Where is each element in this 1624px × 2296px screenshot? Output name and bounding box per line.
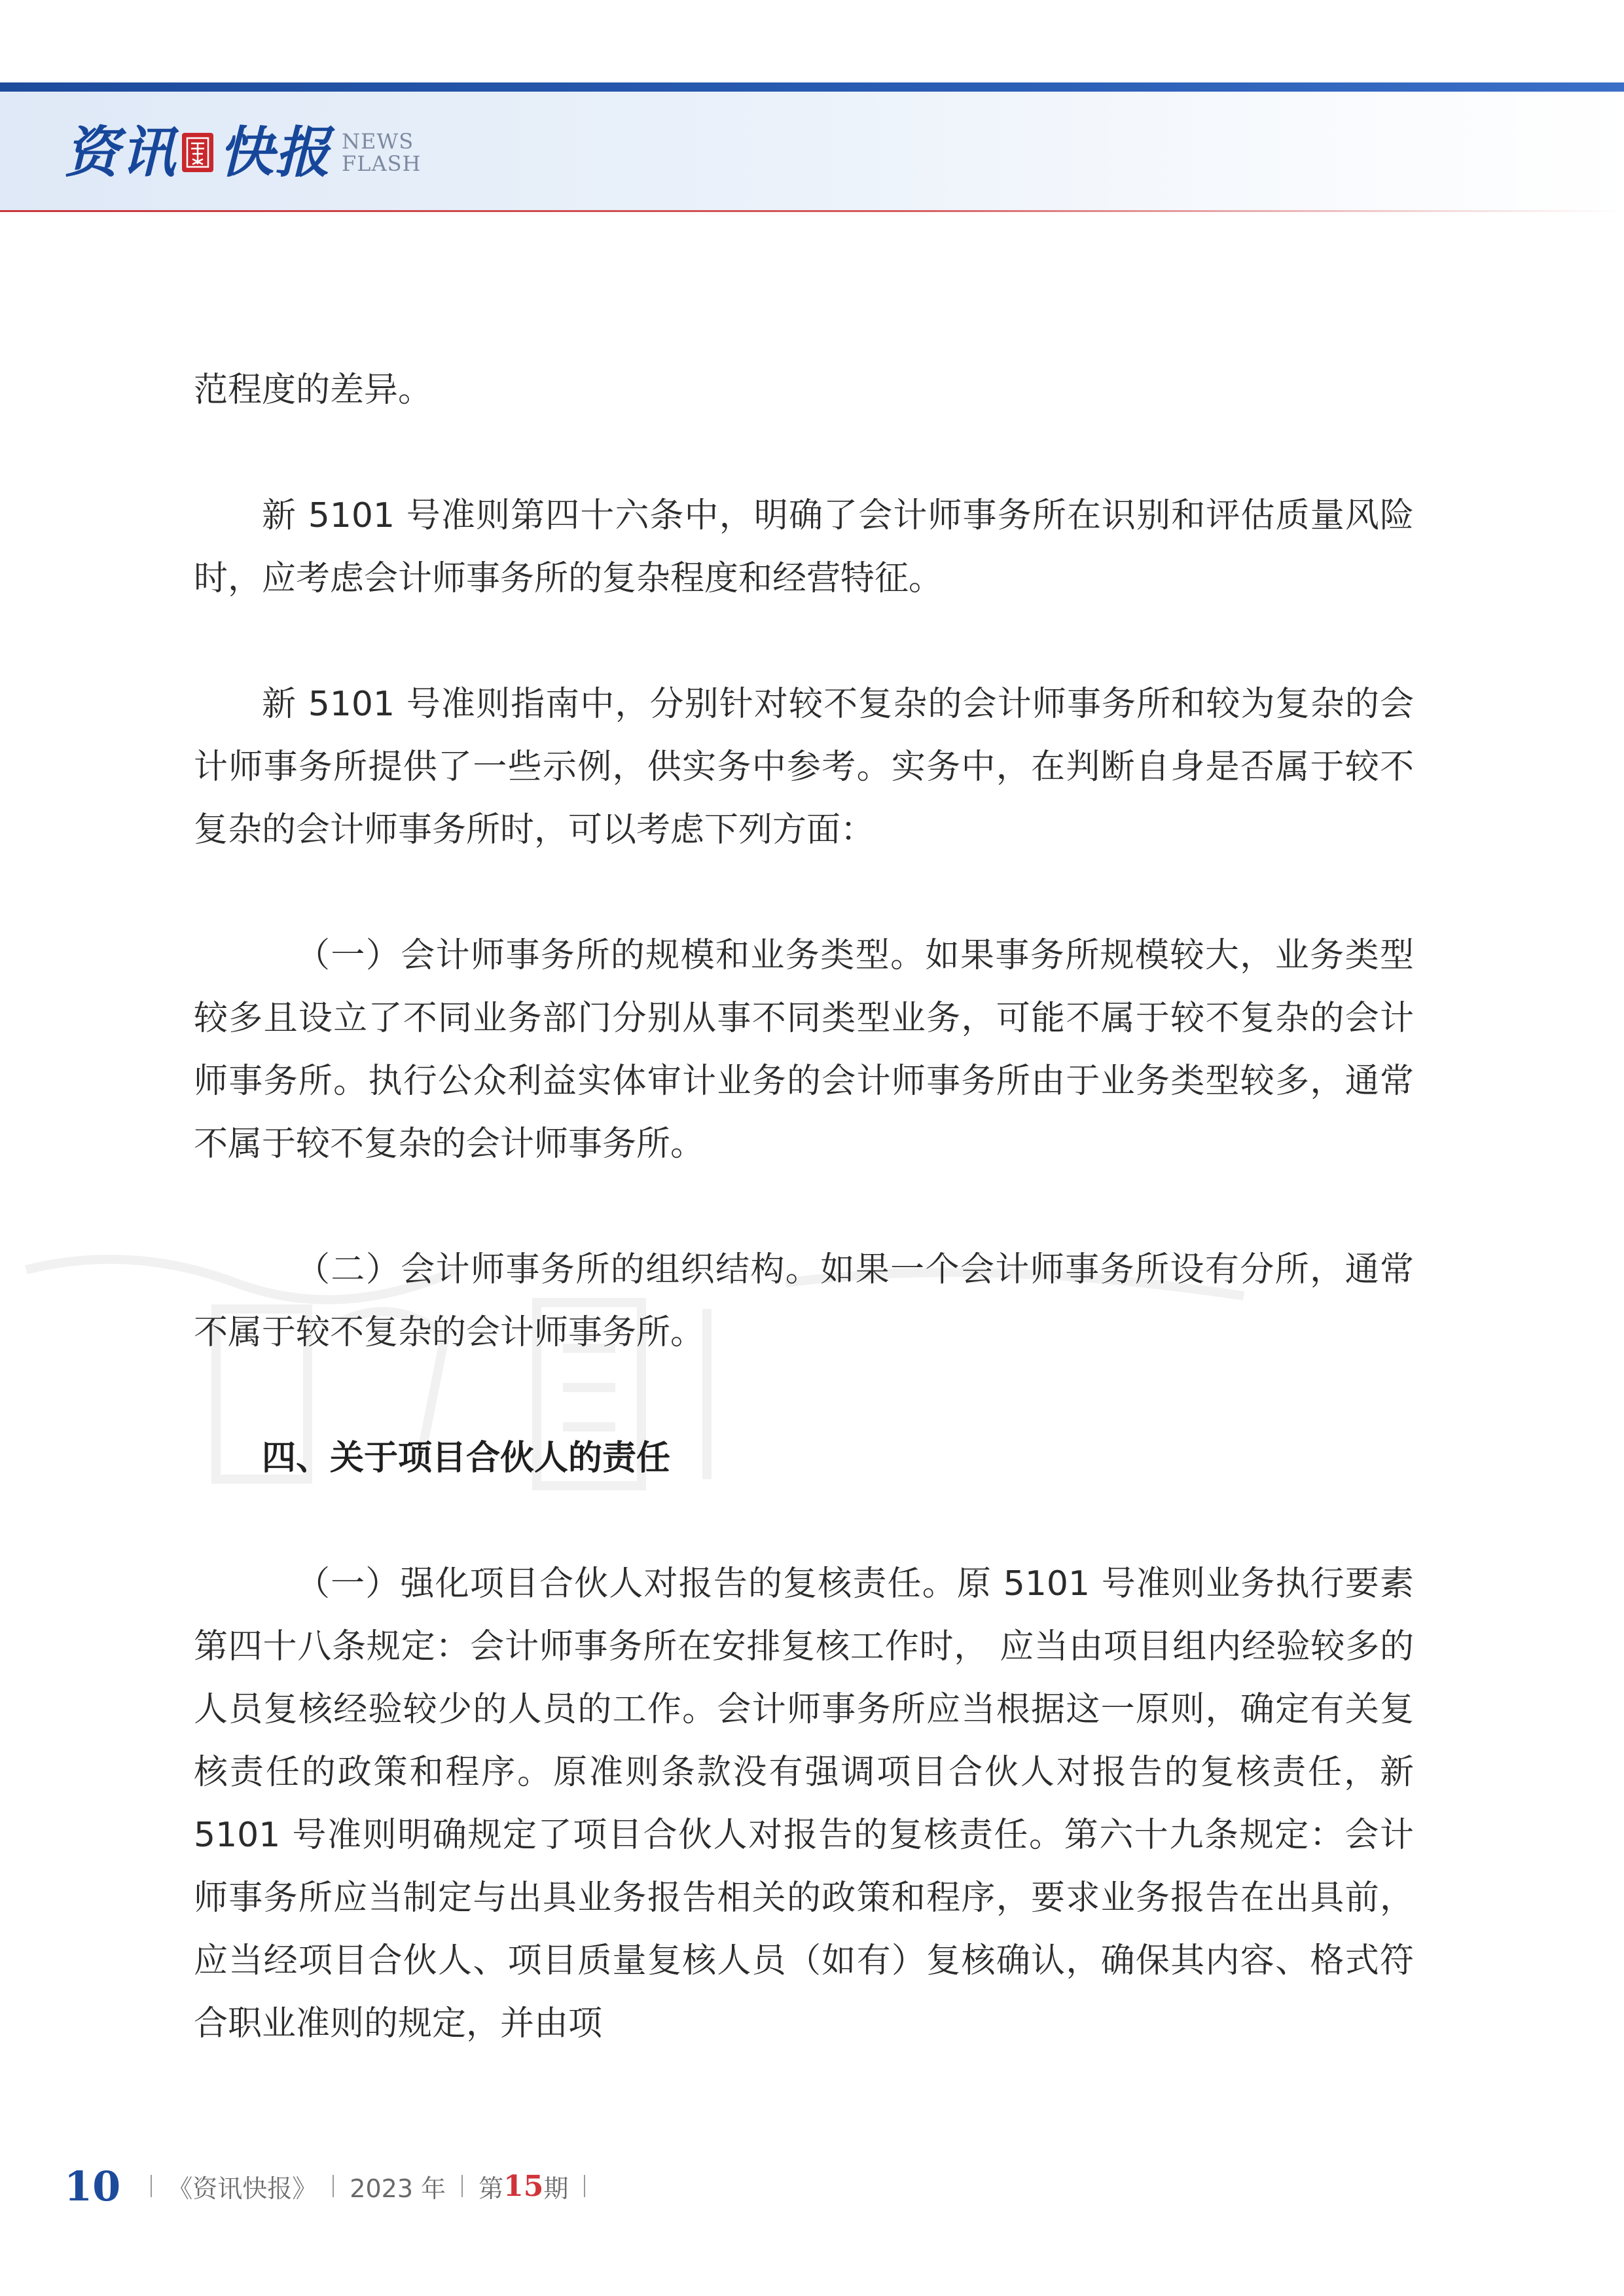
paragraph-article-46: 新 5101 号准则第四十六条中，明确了会计师事务所在识别和评估质量风险时，应考虑会计师事务所的复杂程度和经营特征。 xyxy=(194,496,1414,598)
issue-suffix: 期 xyxy=(543,2174,569,2203)
header-divider xyxy=(0,210,1624,212)
footer-separator xyxy=(333,2175,334,2197)
brand-english-line1: NEWS xyxy=(342,129,414,154)
paragraph-scale-and-type: （一）会计师事务所的规模和业务类型。如果事务所规模较大，业务类型较多且设立了不同业务部门分别从事不同类型业务，可能不属于较不复杂的会计师事务所。执行公众利益实体审计业务的会计师事务所由于业务类型较多，通常不属于较不复杂的会计师事务所。 xyxy=(194,936,1414,1164)
footer-separator xyxy=(584,2175,585,2197)
paragraph-guidance: 新 5101 号准则指南中，分别针对较不复杂的会计师事务所和较为复杂的会计师事务所提供了一些示例，供实务中参考。实务中，在判断自身是否属于较不复杂的会计师事务所时，可以考虑下列方面： xyxy=(194,685,1414,850)
article-body xyxy=(194,359,1414,2055)
section-heading-partner-responsibility: 四、关于项目合伙人的责任 xyxy=(262,1439,671,1478)
footer-separator xyxy=(151,2175,152,2197)
paragraph-continuation: 范程度的差异。 xyxy=(194,370,433,410)
header-top-band xyxy=(0,82,1624,92)
seal-glyph-icon xyxy=(185,135,211,170)
brand-english-line2: FLASH xyxy=(342,151,422,176)
issue-prefix: 第 xyxy=(478,2174,504,2203)
publication-name: 《资讯快报》 xyxy=(168,2174,317,2203)
page-number: 10 xyxy=(64,2162,121,2210)
paragraph-org-structure: （二）会计师事务所的组织结构。如果一个会计师事务所设有分所，通常不属于较不复杂的会计师事务所。 xyxy=(194,1250,1414,1352)
brand-logo xyxy=(64,117,421,188)
publication-year: 2023 年 xyxy=(350,2174,446,2203)
seal-icon xyxy=(182,133,213,172)
paragraph-review-responsibility: （一）强化项目合伙人对报告的复核责任。原 5101 号准则业务执行要素第四十八条规定：会计师事务所在安排复核工作时， 应当由项目组内经验较多的人员复核经验较少的人员的工作。会计师事务所应当根据这一原则，确定有关复核责任的政策和程序。原准则条款没有强调项目合伙人对报告的复核责任，新 5101 号准则明确规定了项目合伙人对报告的复核责任。第六十九条规定：会计师事务所应当制定与出具业务报告相关的政策和程序，要求业务报告在出具前，应当经项目合伙人、项目质量复核人员（如有）复核确认，确保其内容、格式符合职业准则的规定，并由项 xyxy=(194,1564,1414,2043)
footer-separator xyxy=(461,2175,463,2197)
brand-english xyxy=(342,130,421,175)
brand-title-part2: 快报 xyxy=(219,120,332,185)
page-footer xyxy=(64,2160,601,2212)
issue-number: 15 xyxy=(503,2169,544,2203)
brand-title-part1: 资讯 xyxy=(64,120,177,185)
